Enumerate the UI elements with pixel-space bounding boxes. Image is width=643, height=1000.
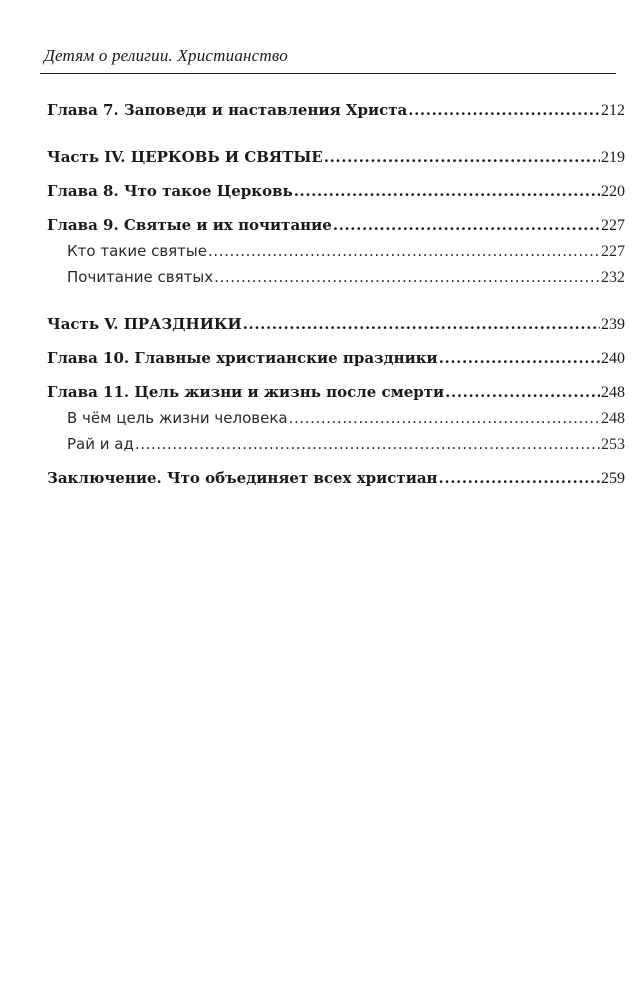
- header-rule: [40, 73, 616, 74]
- toc-entry-page: 227: [601, 217, 625, 234]
- toc-subentry: [67, 267, 625, 288]
- toc-entry-page: 248: [601, 410, 625, 427]
- toc-entry-page: 253: [601, 436, 625, 453]
- toc-entry: [47, 181, 625, 202]
- dot-leader: [243, 314, 600, 334]
- toc-entry-page: 219: [601, 149, 625, 166]
- toc-entry-title: Глава 8. Что такое Церковь: [47, 182, 293, 200]
- toc-entry-title: Часть V. ПРАЗДНИКИ: [47, 315, 242, 333]
- toc-entry-page: 240: [601, 350, 625, 367]
- dot-leader: [135, 434, 600, 454]
- toc-entry: [47, 147, 625, 168]
- toc-entry: [47, 314, 625, 335]
- toc-entry-title: Глава 9. Святые и их почитание: [47, 216, 332, 234]
- toc-entry-title: Глава 11. Цель жизни и жизнь после смерти: [47, 383, 445, 401]
- toc-entry: [47, 382, 625, 403]
- toc-entry: [47, 215, 625, 236]
- toc-entry-title: Заключение. Что объединяет всех христиан: [47, 469, 438, 487]
- toc-subentry: [67, 408, 625, 429]
- toc-entry-page: 232: [601, 269, 625, 286]
- toc-entry-title: Глава 7. Заповеди и наставления Христа: [47, 101, 408, 119]
- dot-leader: [439, 348, 600, 368]
- running-head: Детям о религии. Христианство: [44, 46, 288, 65]
- toc-entry-title: Рай и ад: [67, 435, 134, 453]
- toc-entry-page: 239: [601, 316, 625, 333]
- dot-leader: [208, 241, 600, 261]
- dot-leader: [333, 215, 600, 235]
- toc-entry-page: 227: [601, 243, 625, 260]
- toc-entry-page: 212: [601, 102, 625, 119]
- toc-entry-page: 259: [601, 470, 625, 487]
- toc-entry: [47, 100, 625, 121]
- dot-leader: [294, 181, 600, 201]
- toc-entry: [47, 468, 625, 489]
- toc-entry-title: Глава 10. Главные христианские праздники: [47, 349, 438, 367]
- dot-leader: [439, 468, 600, 488]
- toc-entry-title: Часть IV. ЦЕРКОВЬ И СВЯТЫЕ: [47, 148, 323, 166]
- toc-entry-page: 248: [601, 384, 625, 401]
- toc-entry-title: Почитание святых: [67, 268, 214, 286]
- toc-subentry: [67, 434, 625, 455]
- toc-entry-page: 220: [601, 183, 625, 200]
- toc-entry-title: В чём цель жизни человека: [67, 409, 288, 427]
- toc-entry-title: Кто такие святые: [67, 242, 207, 260]
- dot-leader: [445, 382, 600, 402]
- dot-leader: [408, 100, 600, 120]
- toc-entry: [47, 348, 625, 369]
- toc-subentry: [67, 241, 625, 262]
- dot-leader: [324, 147, 600, 167]
- dot-leader: [289, 408, 600, 428]
- dot-leader: [214, 267, 600, 287]
